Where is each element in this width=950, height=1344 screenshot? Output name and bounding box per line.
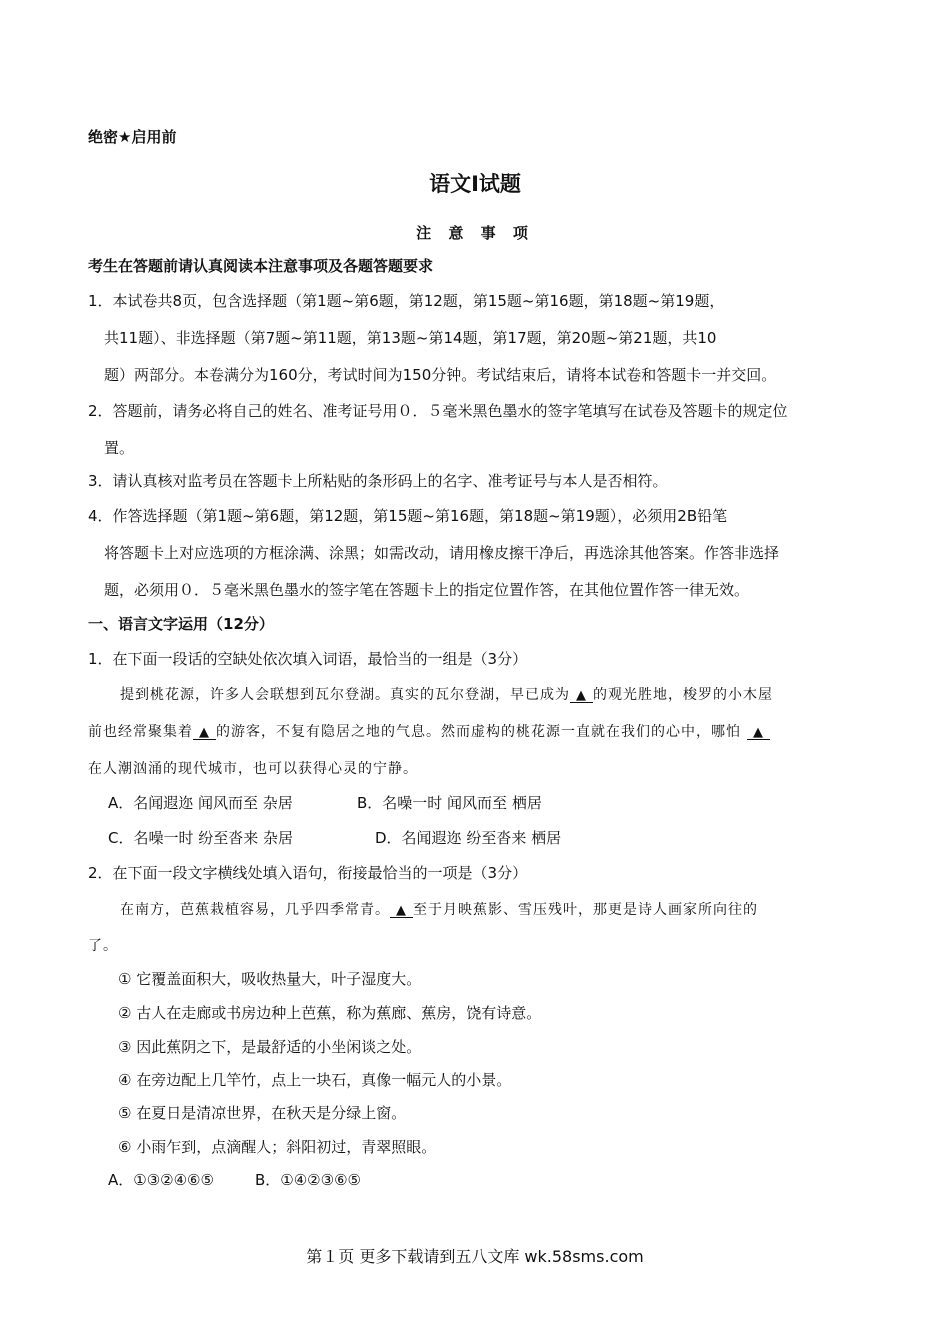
- question-1-passage-line-2: 前也经常聚集着 ▲ 的游客，不复有隐居之地的气息。然而虚构的桃花源一直就在我们的心中，哪怕 ▲: [88, 721, 770, 741]
- question-2-option-a: A．①③②④⑥⑤: [108, 1171, 214, 1189]
- instruction-4-line-1: 4．作答选择题（第1题~第6题，第12题，第15题~第16题，第18题~第19题），必须用2B铅笔: [88, 507, 728, 525]
- instruction-2-line-1: 2．答题前，请务必将自己的姓名、准考证号用０．５毫米黑色墨水的签字笔填写在试卷及答题卡的规定位: [88, 402, 788, 420]
- answer-blank-2: ▲: [193, 726, 216, 740]
- instruction-1-line-2: 共11题）、非选择题（第7题~第11题，第13题~第14题，第17题，第20题~第21题，共10: [104, 329, 717, 347]
- instruction-1-line-1: 1．本试卷共8页，包含选择题（第1题~第6题，第12题，第15题~第16题，第18题~第19题，: [88, 292, 725, 310]
- question-1-passage-line-1: 提到桃花源，许多人会联想到瓦尔登湖。真实的瓦尔登湖，早已成为 ▲ 的观光胜地，梭罗的小木屋: [120, 687, 773, 703]
- question-1-passage-line-3: 在人潮汹涌的现代城市，也可以获得心灵的宁静。: [88, 761, 418, 777]
- question-1-stem: 1．在下面一段话的空缺处依次填入词语，最恰当的一组是（3分）: [88, 650, 528, 668]
- question-2-item-2: ② 古人在走廊或书房边种上芭蕉，称为蕉廊、蕉房，饶有诗意。: [118, 1004, 542, 1022]
- instruction-2-line-2: 置。: [104, 439, 135, 457]
- question-2-item-5: ⑤ 在夏日是清凉世界，在秋天是分绿上窗。: [118, 1104, 407, 1122]
- instruction-1-line-3: 题）两部分。本卷满分为160分，考试时间为150分钟。考试结束后，请将本试卷和答题卡一并交回。: [104, 366, 777, 384]
- question-2-passage-line-1: 在南方，芭蕉栽植容易，几乎四季常青。 ▲ 至于月映蕉影、雪压残叶，那更是诗人画家所向往的: [120, 902, 758, 918]
- question-1-option-d: D．名闻遐迩 纷至沓来 栖居: [375, 829, 562, 847]
- page-title: 语文Ⅰ试题: [429, 172, 521, 196]
- instruction-3-line-1: 3．请认真核对监考员在答题卡上所粘贴的条形码上的名字、准考证号与本人是否相符。: [88, 472, 668, 490]
- question-1-option-b: B．名噪一时 闻风而至 栖居: [357, 794, 542, 812]
- confidential-label: 绝密★启用前: [88, 128, 177, 146]
- question-1-option-c: C．名噪一时 纷至沓来 杂居: [108, 829, 294, 847]
- notice-heading: 注 意 事 项: [416, 224, 534, 242]
- instruction-4-line-2: 将答题卡上对应选项的方框涂满、涂黑；如需改动，请用橡皮擦干净后，再选涂其他答案。作答非选择: [104, 544, 780, 562]
- question-2-item-6: ⑥ 小雨乍到，点滴醒人；斜阳初过，青翠照眼。: [118, 1138, 437, 1156]
- answer-blank-4: ▲: [390, 904, 413, 918]
- question-2-option-b: B．①④②③⑥⑤: [255, 1171, 361, 1189]
- section-1-heading: 一、语言文字运用（12分）: [88, 615, 274, 633]
- answer-blank-1: ▲: [570, 689, 593, 703]
- question-2-passage-line-2: 了。: [88, 938, 118, 954]
- page-footer: 第１页 更多下载请到五八文库 wk.58sms.com: [306, 1247, 644, 1266]
- notice-subtitle: 考生在答题前请认真阅读本注意事项及各题答题要求: [88, 257, 434, 275]
- answer-blank-3: ▲: [747, 726, 770, 740]
- question-2-stem: 2．在下面一段文字横线处填入语句，衔接最恰当的一项是（3分）: [88, 864, 528, 882]
- instruction-4-line-3: 题，必须用０．５毫米黑色墨水的签字笔在答题卡上的指定位置作答，在其他位置作答一律无效。: [104, 581, 750, 599]
- question-1-option-a: A．名闻遐迩 闻风而至 杂居: [108, 794, 293, 812]
- question-2-item-4: ④ 在旁边配上几竿竹，点上一块石，真像一幅元人的小景。: [118, 1071, 512, 1089]
- question-2-item-1: ① 它覆盖面积大，吸收热量大，叶子湿度大。: [118, 970, 422, 988]
- question-2-item-3: ③ 因此蕉阴之下，是最舒适的小坐闲谈之处。: [118, 1038, 422, 1056]
